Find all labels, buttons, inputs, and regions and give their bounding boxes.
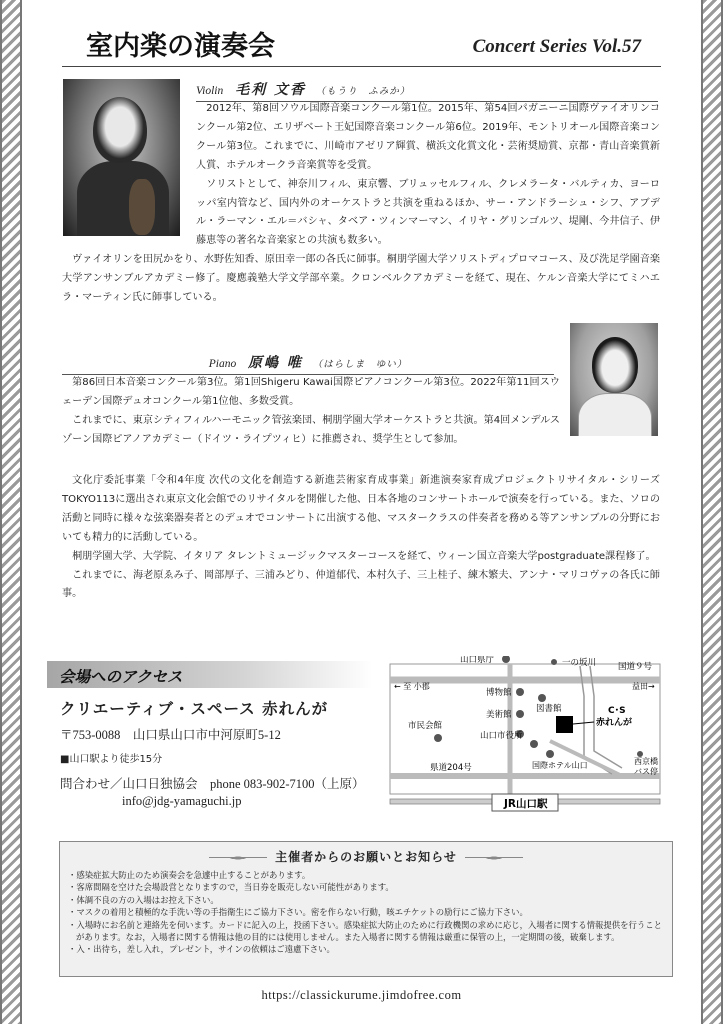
notice-item: ・ 入・出待ち，差し入れ，プレゼント，サインの依頼はご遠慮下さい。: [68, 943, 664, 955]
pianist-name: 原嶋 唯: [248, 355, 303, 371]
pianist-heading: [62, 352, 554, 375]
map-label-prefecture: 山口県庁: [460, 656, 495, 665]
ornament-right-icon: [465, 853, 523, 863]
pianist-bio-top: [62, 374, 560, 450]
map-label-civic-hall: 市民会館: [408, 721, 443, 731]
page-title: 室内楽の演奏会: [86, 31, 275, 62]
walking-time: ■山口駅より徒歩15分: [60, 754, 163, 765]
map-label-hotel: 国際ホテル山口: [532, 761, 588, 770]
pianist-photo: [570, 323, 658, 436]
contact-email: info@jdg-yamaguchi.jp: [122, 794, 242, 808]
violinist-bio: [62, 100, 660, 308]
violinist-name: 毛利 文香: [235, 82, 306, 98]
map-label-station: JR山口駅: [504, 798, 548, 810]
violinist-heading: [196, 79, 658, 102]
violinist-bio-paragraph: 2012年、第8回ソウル国際音楽コンクール第1位。2015年、第54回パガニーニ国際ヴァイオリンコンクール第2位、エリザベート王妃国際音楽コンクール第6位。2019年、モントリオール国際音楽コンクール第3位。これまでに、川崎市アゼリア輝賞、横浜文化賞文化・芸術奨励賞、京都・青山音楽賞新人賞、ホテルオークラ音楽賞等を受賞。: [196, 103, 660, 171]
pianist-reading: （はらしま ゆい）: [312, 359, 408, 370]
notice-item: ・ 体調不良の方の入場はお控え下さい。: [68, 894, 664, 906]
map-label-museum: 博物館: [486, 688, 512, 698]
map-marker-prefecture: [502, 656, 510, 663]
map-label-venue-1: C･S: [608, 706, 626, 716]
violinist-bio-paragraph: ヴァイオリンを田尻かをり、水野佐知香、原田幸一郎の各氏に師事。桐朋学園大学ソリストディプロマコース、及び洗足学園音楽大学アンサンブルアカデミー修了。慶應義塾大学文学部卒業。クロンベルクアカデミーを経て、現在、ケルン音楽大学にてミハエラ・マーティン氏に師事している。: [62, 254, 660, 304]
pianist-bio-paragraph: これまでに、海老原ゑみ子、岡部厚子、三浦みどり、仲道郁代、本村久子、三上桂子、練木繁夫、アンナ・マリコヴァの各氏に師事。: [62, 569, 660, 600]
map-label-route9: 国道９号: [618, 662, 653, 672]
venue-address: 〒753-0088 山口県山口市中河原町5-12: [60, 728, 281, 742]
notice-box: [59, 841, 673, 977]
violinist-role: Violin: [196, 85, 224, 97]
left-decorative-border: [0, 0, 22, 1024]
access-heading: 会場へのアクセス: [47, 661, 373, 688]
notice-item: ・ 感染症拡大防止のため演奏会を急遽中止することがあります。: [68, 869, 664, 881]
violinist-bio-paragraph: ソリストとして、神奈川フィル、東京響、ブリュッセルフィル、クレメラータ・バルティカ、ヨーロッパ室内管など、国内外のオーケストラと共演を重ねるほか、サー・アンドラーシュ・シフ、アブデル・ラーマン・エル＝バシャ、タベア・ツィンマーマン、イリヤ・グリンゴルツ、堤剛、今井信子、伊藤恵等の著名な音楽家との共演も数多い。: [196, 178, 660, 247]
map-label-venue-2: 赤れんが: [596, 718, 633, 728]
contact-info: [60, 776, 365, 810]
access-map: [382, 656, 672, 816]
contact-phone: 問合わせ／山口日独協会 phone 083-902-7100（上原）: [60, 777, 365, 791]
pianist-bio-bottom: [62, 472, 660, 604]
venue-name: クリエーティブ・スペース 赤れんが: [60, 699, 329, 718]
notice-heading: [60, 848, 672, 865]
pianist-bio-paragraph: 桐朋学園大学、大学院、イタリア タレントミュージックマスターコースを経て、ウィーン国立音楽大学postgraduate課程修了。: [72, 550, 656, 562]
map-label-bus-stop-1: 西京橋: [634, 757, 658, 766]
map-label-library: 図書館: [536, 704, 562, 714]
notice-item: ・ 入場時にお名前と連絡先を伺います。カードに記入の上，投函下さい。感染症拡大防止のために行政機関の求めに応じ，入場者に関する情報提供を行うことがあります。なお，入場者に関する情報は他の目的には使用しません。また入場者に関する情報は厳重に保管の上，一定期間の後，破棄します。: [68, 919, 664, 944]
map-label-to-ogori: ← 至 小郡: [394, 682, 430, 691]
right-decorative-border: [701, 0, 723, 1024]
map-label-bus-stop-2: バス停: [634, 767, 658, 776]
concert-series-label: Concert Series Vol.57: [472, 36, 641, 57]
map-label-ichinosaka: 一の坂川: [562, 658, 597, 668]
notice-item: ・ マスクの着用と積極的な手洗い等の手指衛生にご協力下さい。密を作らない行動，咳エチケットの励行にご協力下さい。: [68, 906, 664, 918]
map-label-to-masuda: 益田→: [632, 682, 655, 691]
pianist-bio-paragraph: 第86回日本音楽コンクール第3位。第1回Shigeru Kawai国際ピアノコンクール第3位。2022年第11回スウェーデン国際デュオコンクール第1位他、多数受賞。: [62, 377, 560, 407]
website-url[interactable]: https://classickurume.jimdofree.com: [261, 988, 462, 1002]
notice-list: [68, 869, 664, 956]
title-divider: [62, 66, 661, 67]
pianist-bio-paragraph: 文化庁委託事業「令和4年度 次代の文化を創造する新進芸術家育成事業」新進演奏家育成プロジェクトリサイタル・シリーズTOKYO113に選出され東京文化会館でのリサイタルを開催した他、日本各地のコンサートホールで演奏を行っている。また、ソロの活動と同時に様々な弦楽器奏者とのデュオでコンサートに出演する他、マスタークラスの伴奏者を務める等アンサンブルの分野においても精力的に活動している。: [62, 475, 660, 543]
pianist-role: Piano: [208, 358, 237, 370]
notice-heading-text: 主催者からのお願いとお知らせ: [275, 850, 457, 864]
notice-item: ・ 客席間隔を空けた会場設営となりますので，当日券を販売しない可能性があります。: [68, 881, 664, 893]
pianist-bio-paragraph: これまでに、東京シティフィルハーモニック管弦楽団、桐朋学園大学オーケストラと共演。第4回メンデルスゾーン国際ピアノアカデミー（ドイツ・ライプツィヒ）に推薦され、奨学生として参加。: [62, 414, 560, 445]
map-label-route204: 県道204号: [430, 763, 472, 773]
map-label-city-hall: 山口市役所: [480, 731, 523, 741]
map-label-art-museum: 美術館: [486, 710, 512, 720]
ornament-left-icon: [209, 853, 267, 863]
map-venue-marker: [556, 716, 573, 733]
violinist-reading: （もうり ふみか）: [315, 86, 411, 97]
